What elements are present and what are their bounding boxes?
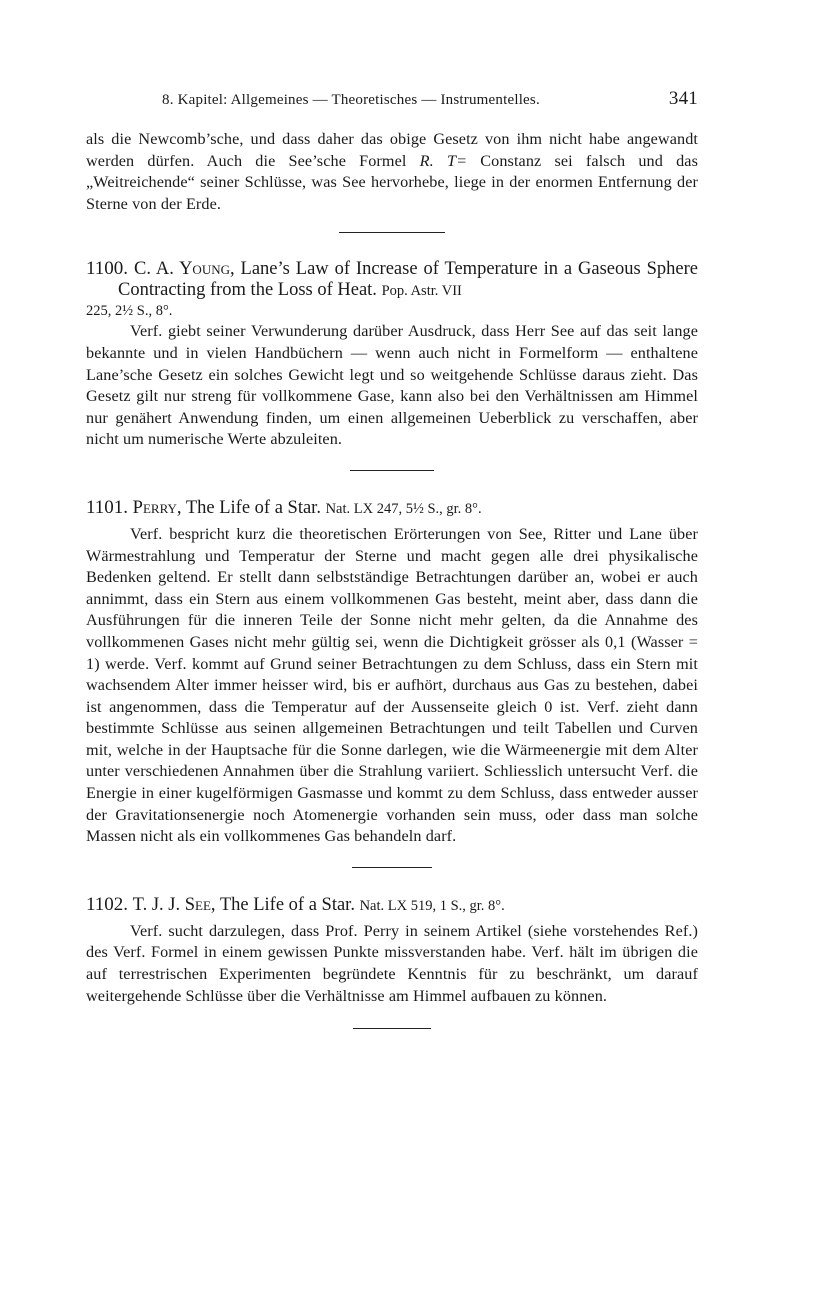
entry-number: 1100. <box>86 258 129 280</box>
entry-heading <box>86 497 698 520</box>
continuation-text-a: als die Newcomb’sche, und dass daher das obige Gesetz von ihm nicht habe angewandt werden dürfen. Auch die See’sche Formel <box>86 130 698 170</box>
entry-title: Lane’s Law of Increase of Temperature in a Gaseous Sphere Contracting from the Loss of Heat. <box>118 259 699 301</box>
entry-author: T. J. J. See, <box>132 894 216 915</box>
entry-citation-line2: 225, 2½ S., 8°. <box>86 303 173 320</box>
entry-body: Verf. sucht darzulegen, dass Prof. Perry in seinem Artikel (siehe vorstehendes Ref.) des Verf. Formel in einem gewissen Punkte missverstanden habe. Verf. hält im übrigen die auf terrestrischen Experimenten begründete Kenntnis für zu beschränkt, um darauf weitergehende Schlüsse über die Verhältnisse am Himmel aufbauen zu können. <box>86 921 698 1005</box>
separator-rule <box>350 470 434 471</box>
entry-title: The Life of a Star. <box>181 497 321 518</box>
entry-body: Verf. giebt seiner Verwunderung darüber Ausdruck, dass Herr See auf das seit lange bekannte und in vielen Handbüchern — wenn auch nicht in Formelform — enthaltene Lane’sche Gesetz ein solches Gewicht legt und so weitgehende Schlüsse daraus zieht. Das Gesetz gilt nur streng für vollkommene Gase, kann also bei den Verhältnissen am Himmel nur genähert Anwendung finden, um einen allgemeinen Ueberblick zu verschaffen, aber nicht um numerische Werte abzuleiten. <box>86 322 698 449</box>
separator-rule <box>353 1028 431 1029</box>
entry-author: Perry, <box>132 497 182 518</box>
entry-body: Verf. bespricht kurz die theoretischen Erörterungen von See, Ritter und Lane über Wärmestrahlung und Temperatur der Sterne und macht gegen alle drei physikalische Bedenken geltend. Er stellt dann selbstständige Betrachtungen darüber an, wobei er auch annimmt, dass ein Stern aus einem vollkommenen Gas besteht, meint aber, dass dann die Ausführungen für die inneren Teile der Sonne nicht mehr gelten, da die Annahme des vollkommenen Gases nicht mehr gültig sei, wenn die Dichtigkeit grösser als 0,1 (Wasser = 1) werde. Verf. kommt auf Grund seiner Betrachtungen zu dem Schluss, dass ein Stern mit wachsendem Alter immer heisser wird, bis er aufhört, durchaus aus Gas zu bestehen, dabei ist angenommen, dass die Temperatur auf der Aussenseite gleich 0 ist. Verf. zieht dann bestimmte Schlüsse aus seinen allgemeinen Betrachtungen und teilt Tabellen und Curven mit, welche in der Hauptsache für die Sonne darlegen, wie die Wärmeenergie mit dem Alter unter verschiedenen Annahmen über die Strahlung variiert. Schliesslich untersucht Verf. die Energie in einer kugelförmigen Gasmasse und kommt zu dem Schluss, dass entweder ausser der Gravitationsenergie noch Atomenergie vorhanden sein muss, oder dass man solche Massen nicht als ein vollkommenes Gas behandeln darf. <box>86 524 698 846</box>
running-header <box>86 88 698 118</box>
page <box>86 88 698 1029</box>
entry-number: 1102. <box>86 893 129 915</box>
entry-title: The Life of a Star. <box>215 894 355 915</box>
entry-heading <box>86 894 698 917</box>
entry-heading <box>86 258 698 320</box>
running-title: 8. Kapitel: Allgemeines — Theoretisches — Instrumentelles. <box>162 92 540 108</box>
entry-citation: Nat. LX 519, 1 S., gr. 8°. <box>359 897 505 914</box>
formula: R. T= <box>419 151 468 170</box>
entry-citation: Pop. Astr. VII <box>381 283 462 300</box>
entry-author: C. A. Young, <box>133 259 235 280</box>
continuation-paragraph <box>86 129 698 215</box>
entry-citation: Nat. LX 247, 5½ S., gr. 8°. <box>325 500 482 517</box>
entry-1100 <box>86 258 698 451</box>
entry-1102 <box>86 894 698 1007</box>
continuation-text-b: Constanz sei falsch und das „Weitreichende“ seiner Schlüsse, was See hervorhebe, liege in der enormen Entfernung der Sterne von der Erde. <box>86 151 698 213</box>
entry-number: 1101. <box>86 496 129 518</box>
entry-1101 <box>86 497 698 848</box>
page-number: 341 <box>668 88 698 109</box>
separator-rule <box>352 867 432 868</box>
separator-rule <box>339 232 445 233</box>
